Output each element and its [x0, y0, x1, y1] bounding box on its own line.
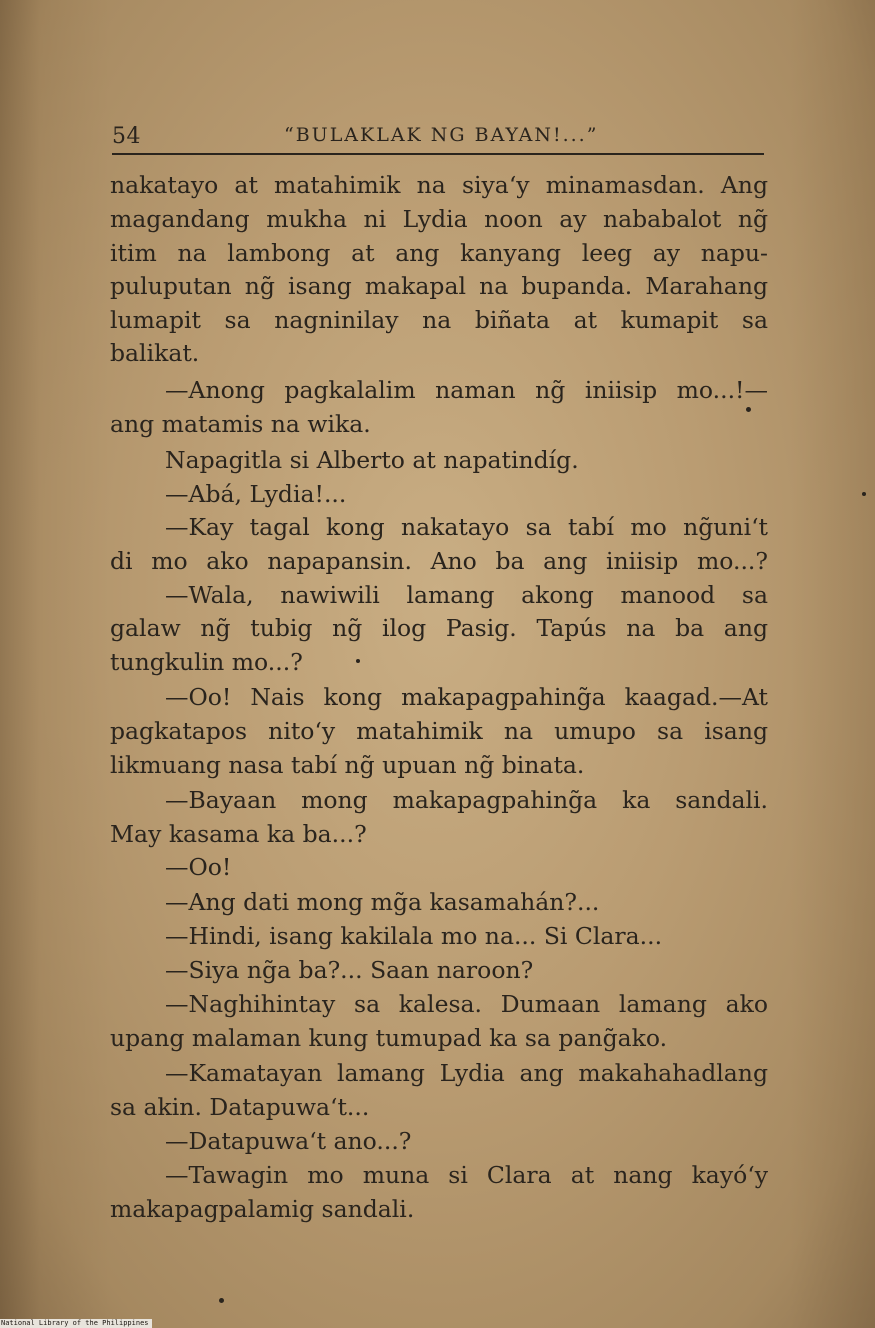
text-line: galaw ng̃ tubig ng̃ ilog Pasig. Tapús na ba ang	[110, 614, 768, 642]
text-line: pagkatapos nito‘y matahimik na umupo sa isang	[110, 717, 768, 745]
text-line: lumapit sa nagninilay na biñata at kumapit sa	[110, 306, 768, 334]
running-title: “BULAKLAK NG BAYAN!...”	[284, 124, 599, 146]
ink-speck	[862, 492, 866, 496]
text-line: —Naghihintay sa kalesa. Dumaan lamang ako	[165, 990, 768, 1018]
text-line: Napagitla si Alberto at napatindíg.	[165, 446, 579, 474]
text-line: —Oo!	[165, 853, 232, 881]
text-line: ang matamis na wika.	[110, 410, 371, 438]
text-line: —Hindi, isang kakilala mo na... Si Clara...	[165, 922, 663, 950]
text-line: —Siya ng̃a ba?... Saan naroon?	[165, 956, 534, 984]
text-line: magandang mukha ni Lydia noon ay nababalot ng̃	[110, 205, 768, 233]
text-line: —Wala, nawiwili lamang akong manood sa	[165, 581, 768, 609]
ink-speck	[219, 1298, 224, 1303]
page-number: 54	[112, 124, 141, 149]
text-line: —Kamatayan lamang Lydia ang makahahadlang	[165, 1059, 768, 1087]
ink-speck	[356, 659, 360, 663]
text-line: —Kay tagal kong nakatayo sa tabí mo ng̃uni‘t	[165, 513, 768, 541]
text-line: upang malaman kung tumupad ka sa pang̃ako.	[110, 1024, 668, 1052]
text-line: —Datapuwa‘t ano...?	[165, 1127, 412, 1155]
text-line: itim na lambong at ang kanyang leeg ay napu-	[110, 239, 768, 267]
text-line: nakatayo at matahimik na siya‘y minamasdan. Ang	[110, 171, 768, 199]
text-line: balikat.	[110, 339, 200, 367]
text-line: sa akin. Datapuwa‘t...	[110, 1093, 370, 1121]
ink-speck	[746, 407, 751, 412]
library-credit: National Library of the Philippines	[0, 1319, 152, 1328]
text-line: puluputan ng̃ isang makapal na bupanda. Marahang	[110, 272, 768, 300]
text-line: —Bayaan mong makapagpahing̃a ka sandali.	[165, 786, 768, 814]
header-rule	[112, 153, 764, 155]
text-line: May kasama ka ba...?	[110, 820, 367, 848]
text-line: —Anong pagkalalim naman ng̃ iniisip mo...!—	[165, 376, 768, 404]
text-line: tungkulin mo...?	[110, 648, 303, 676]
text-line: —Abá, Lydia!...	[165, 480, 347, 508]
text-line: di mo ako napapansin. Ano ba ang iniisip mo...?	[110, 547, 768, 575]
text-line: —Ang dati mong mg̃a kasamahán?...	[165, 888, 600, 916]
text-line: —Oo! Nais kong makapagpahing̃a kaagad.—At	[165, 683, 768, 711]
text-line: —Tawagin mo muna si Clara at nang kayó‘y	[165, 1161, 768, 1189]
text-line: makapagpalamig sandali.	[110, 1195, 415, 1223]
text-line: likmuang nasa tabí ng̃ upuan ng̃ binata.	[110, 751, 585, 779]
page-header	[112, 124, 764, 156]
